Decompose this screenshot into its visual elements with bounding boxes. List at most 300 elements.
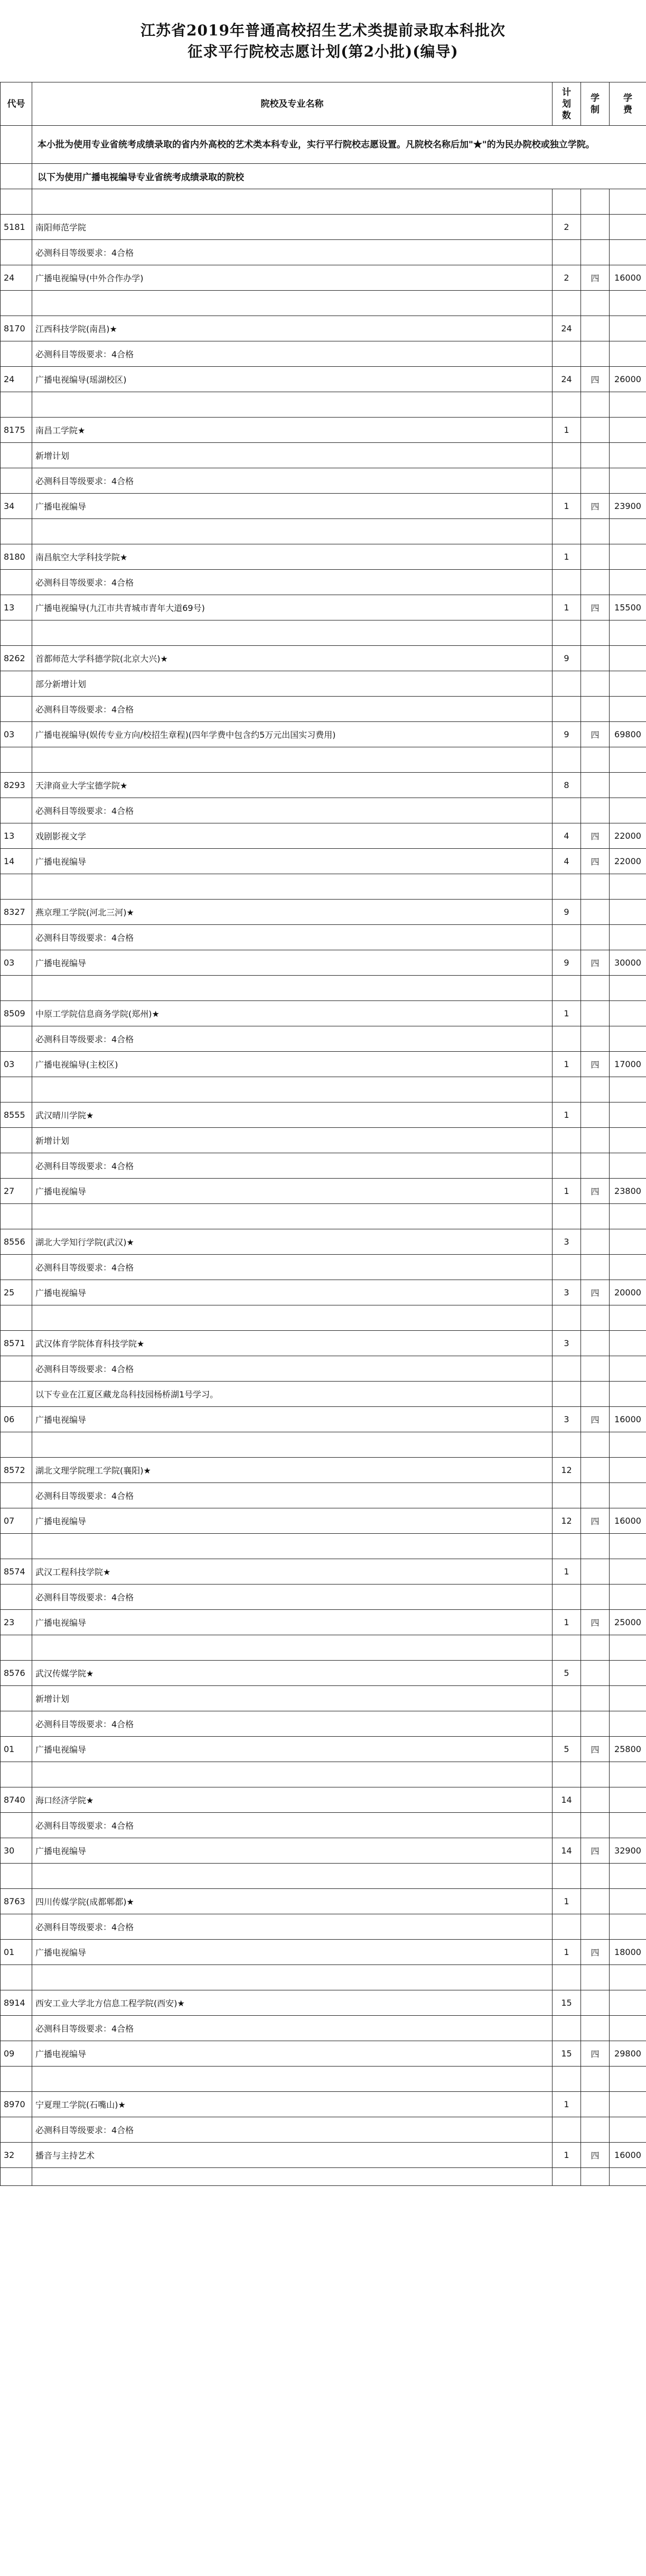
cell-name: 宁夏理工学院(石嘴山)★ — [32, 2092, 553, 2117]
cell-plan: 1 — [553, 1610, 581, 1635]
cell-years — [581, 468, 610, 494]
cell-code — [1, 925, 32, 950]
cell-plan: 12 — [553, 1508, 581, 1534]
cell-plan: 9 — [553, 900, 581, 925]
cell-fee — [610, 1711, 646, 1737]
cell-years — [581, 341, 610, 367]
cell-plan: 1 — [553, 494, 581, 519]
cell-code: 8914 — [1, 1990, 32, 2016]
cell-code — [1, 1686, 32, 1711]
spacer-row — [1, 392, 646, 418]
spacer-row — [1, 1077, 646, 1102]
cell-plan: 1 — [553, 1179, 581, 1204]
cell-name: 必测科目等级要求：4合格 — [32, 468, 553, 494]
spacer-row — [1, 519, 646, 544]
cell-plan — [553, 1914, 581, 1940]
major-row — [1, 2143, 646, 2168]
cell-name: 中原工学院信息商务学院(郑州)★ — [32, 1001, 553, 1026]
cell-plan: 1 — [553, 418, 581, 443]
cell-name: 必测科目等级要求：4合格 — [32, 925, 553, 950]
requirement-row — [1, 671, 646, 697]
cell-plan — [553, 1026, 581, 1052]
cell-name — [32, 747, 553, 773]
cell-name — [32, 291, 553, 316]
major-row — [1, 1838, 646, 1864]
cell-code — [1, 671, 32, 697]
spacer-row — [1, 1204, 646, 1229]
cell-code — [1, 189, 32, 215]
school-row — [1, 900, 646, 925]
cell-fee — [610, 1813, 646, 1838]
major-row — [1, 367, 646, 392]
cell-code: 8556 — [1, 1229, 32, 1255]
school-row — [1, 544, 646, 570]
cell-years — [581, 925, 610, 950]
school-row — [1, 316, 646, 341]
cell-name: 广播电视编导 — [32, 1838, 553, 1864]
cell-plan — [553, 570, 581, 595]
cell-name: 必测科目等级要求：4合格 — [32, 1153, 553, 1179]
cell-plan — [553, 468, 581, 494]
cell-years: 四 — [581, 367, 610, 392]
cell-years — [581, 392, 610, 418]
cell-fee — [610, 671, 646, 697]
cell-years — [581, 1356, 610, 1382]
cell-name: 南阳师范学院 — [32, 215, 553, 240]
cell-plan: 1 — [553, 1001, 581, 1026]
cell-plan: 1 — [553, 1559, 581, 1584]
cell-name: 以下专业在江夏区藏龙岛科技园杨桥湖1号学习。 — [32, 1382, 553, 1407]
cell-years: 四 — [581, 1280, 610, 1305]
cell-plan — [553, 1584, 581, 1610]
cell-code — [1, 874, 32, 900]
cell-plan: 4 — [553, 849, 581, 874]
cell-plan — [553, 925, 581, 950]
cell-fee — [610, 1584, 646, 1610]
cell-name — [32, 1635, 553, 1661]
header-plan: 计 划 数 — [553, 82, 581, 126]
cell-years — [581, 1128, 610, 1153]
cell-fee — [610, 189, 646, 215]
cell-years: 四 — [581, 1407, 610, 1432]
cell-plan: 1 — [553, 1102, 581, 1128]
cell-code: 03 — [1, 1052, 32, 1077]
cell-plan — [553, 697, 581, 722]
cell-years — [581, 1255, 610, 1280]
requirement-row — [1, 1483, 646, 1508]
cell-plan — [553, 1483, 581, 1508]
cell-code: 5181 — [1, 215, 32, 240]
cell-plan — [553, 443, 581, 468]
cell-plan: 2 — [553, 215, 581, 240]
spacer-row — [1, 189, 646, 215]
cell-years — [581, 1204, 610, 1229]
cell-name: 广播电视编导 — [32, 494, 553, 519]
cell-name: 南昌航空大学科技学院★ — [32, 544, 553, 570]
cell-years — [581, 1229, 610, 1255]
cell-years — [581, 1661, 610, 1686]
cell-years: 四 — [581, 1737, 610, 1762]
cell-name: 必测科目等级要求：4合格 — [32, 697, 553, 722]
cell-fee — [610, 1001, 646, 1026]
cell-plan — [553, 1255, 581, 1280]
cell-years: 四 — [581, 2143, 610, 2168]
requirement-row — [1, 1813, 646, 1838]
cell-years — [581, 570, 610, 595]
cell-fee — [610, 1914, 646, 1940]
cell-plan: 1 — [553, 2092, 581, 2117]
cell-years — [581, 671, 610, 697]
cell-fee: 30000 — [610, 950, 646, 976]
cell-code: 8170 — [1, 316, 32, 341]
cell-code — [1, 1077, 32, 1102]
cell-code — [1, 747, 32, 773]
cell-plan: 5 — [553, 1661, 581, 1686]
cell-code: 8740 — [1, 1787, 32, 1813]
cell-code: 32 — [1, 2143, 32, 2168]
cell-name: 广播电视编导 — [32, 1179, 553, 1204]
cell-years — [581, 240, 610, 265]
cell-fee: 23900 — [610, 494, 646, 519]
cell-plan — [553, 240, 581, 265]
cell-name — [32, 976, 553, 1001]
cell-plan — [553, 1432, 581, 1458]
major-row — [1, 265, 646, 291]
cell-years — [581, 215, 610, 240]
cell-fee: 32900 — [610, 1838, 646, 1864]
cell-fee: 69800 — [610, 722, 646, 747]
cell-fee — [610, 215, 646, 240]
cell-fee — [610, 443, 646, 468]
cell-fee — [610, 341, 646, 367]
requirement-row — [1, 443, 646, 468]
spacer-row — [1, 747, 646, 773]
school-row — [1, 1331, 646, 1356]
cell-name — [32, 2168, 553, 2186]
cell-plan: 1 — [553, 595, 581, 620]
cell-code — [1, 240, 32, 265]
cell-plan: 12 — [553, 1458, 581, 1483]
cell-name: 戏剧影视文学 — [32, 823, 553, 849]
requirement-row — [1, 1153, 646, 1179]
cell-years — [581, 1762, 610, 1787]
major-row — [1, 1407, 646, 1432]
cell-plan — [553, 1305, 581, 1331]
cell-years: 四 — [581, 950, 610, 976]
cell-years — [581, 1965, 610, 1990]
cell-plan: 1 — [553, 2143, 581, 2168]
major-row — [1, 1610, 646, 1635]
cell-plan — [553, 1813, 581, 1838]
cell-years: 四 — [581, 494, 610, 519]
requirement-row — [1, 925, 646, 950]
header-years: 学 制 — [581, 82, 610, 126]
header-row — [1, 82, 646, 126]
requirement-row — [1, 570, 646, 595]
school-row — [1, 646, 646, 671]
cell-fee — [610, 1356, 646, 1382]
cell-plan — [553, 874, 581, 900]
cell-name — [32, 2067, 553, 2092]
cell-code: 25 — [1, 1280, 32, 1305]
cell-fee — [610, 1153, 646, 1179]
cell-code — [1, 291, 32, 316]
cell-code: 07 — [1, 1508, 32, 1534]
cell-fee — [610, 2092, 646, 2117]
cell-fee — [610, 519, 646, 544]
requirement-row — [1, 2016, 646, 2041]
cell-plan — [553, 671, 581, 697]
cell-fee — [610, 976, 646, 1001]
cell-fee — [610, 1128, 646, 1153]
cell-name: 武汉体育学院体育科技学院★ — [32, 1331, 553, 1356]
cell-code — [1, 468, 32, 494]
school-row — [1, 1889, 646, 1914]
cell-code — [1, 519, 32, 544]
cell-name: 广播电视编导 — [32, 1407, 553, 1432]
cell-plan: 4 — [553, 823, 581, 849]
cell-fee — [610, 900, 646, 925]
cell-fee: 16000 — [610, 1508, 646, 1534]
cell-code: 13 — [1, 595, 32, 620]
cell-plan — [553, 1153, 581, 1179]
major-row — [1, 1052, 646, 1077]
cell-name: 必测科目等级要求：4合格 — [32, 1914, 553, 1940]
cell-fee: 23800 — [610, 1179, 646, 1204]
cell-years — [581, 1686, 610, 1711]
cell-fee: 17000 — [610, 1052, 646, 1077]
cell-name: 新增计划 — [32, 1686, 553, 1711]
cell-name: 部分新增计划 — [32, 671, 553, 697]
cell-fee — [610, 1534, 646, 1559]
cell-fee: 29800 — [610, 2041, 646, 2067]
cell-code: 03 — [1, 722, 32, 747]
plan-table — [0, 82, 646, 2186]
cell-years — [581, 1990, 610, 2016]
cell-years — [581, 1458, 610, 1483]
cell-plan: 14 — [553, 1787, 581, 1813]
cell-fee — [610, 544, 646, 570]
cell-years: 四 — [581, 1610, 610, 1635]
requirement-row — [1, 1914, 646, 1940]
cell-code: 24 — [1, 367, 32, 392]
cell-fee — [610, 1787, 646, 1813]
cell-code — [1, 443, 32, 468]
cell-code — [1, 620, 32, 646]
cell-years — [581, 2067, 610, 2092]
cell-plan — [553, 798, 581, 823]
cell-plan: 2 — [553, 265, 581, 291]
cell-code: 8576 — [1, 1661, 32, 1686]
cell-years — [581, 1711, 610, 1737]
cell-fee: 25800 — [610, 1737, 646, 1762]
cell-plan: 24 — [553, 367, 581, 392]
cell-name — [32, 1432, 553, 1458]
cell-fee: 25000 — [610, 1610, 646, 1635]
cell-fee — [610, 2168, 646, 2186]
cell-plan — [553, 1762, 581, 1787]
cell-name — [32, 1864, 553, 1889]
cell-fee — [610, 1458, 646, 1483]
cell-fee — [610, 2016, 646, 2041]
cell-plan — [553, 2168, 581, 2186]
cell-plan: 9 — [553, 950, 581, 976]
title-line-1: 江苏省2019年普通高校招生艺术类提前录取本科批次 — [141, 22, 505, 39]
cell-name: 西安工业大学北方信息工程学院(西安)★ — [32, 1990, 553, 2016]
cell-years — [581, 1635, 610, 1661]
subnote-row — [1, 164, 646, 189]
cell-code: 09 — [1, 2041, 32, 2067]
cell-years: 四 — [581, 595, 610, 620]
cell-fee — [610, 392, 646, 418]
spacer-row — [1, 1965, 646, 1990]
cell-years — [581, 1914, 610, 1940]
cell-code — [1, 1635, 32, 1661]
cell-code: 14 — [1, 849, 32, 874]
cell-years: 四 — [581, 823, 610, 849]
cell-code — [1, 1711, 32, 1737]
cell-years: 四 — [581, 722, 610, 747]
cell-fee — [610, 468, 646, 494]
cell-plan — [553, 2067, 581, 2092]
cell-code — [1, 392, 32, 418]
cell-years — [581, 697, 610, 722]
cell-name: 广播电视编导 — [32, 1940, 553, 1965]
cell-years: 四 — [581, 265, 610, 291]
major-row — [1, 1737, 646, 1762]
cell-years — [581, 1305, 610, 1331]
cell-plan — [553, 392, 581, 418]
cell-plan — [553, 1382, 581, 1407]
school-row — [1, 1458, 646, 1483]
cell-years — [581, 1813, 610, 1838]
cell-code — [1, 798, 32, 823]
spacer-row — [1, 976, 646, 1001]
school-row — [1, 1229, 646, 1255]
cell-name: 湖北大学知行学院(武汉)★ — [32, 1229, 553, 1255]
cell-plan — [553, 291, 581, 316]
cell-fee — [610, 1331, 646, 1356]
cell-plan — [553, 2117, 581, 2143]
cell-code: 8262 — [1, 646, 32, 671]
cell-code — [1, 2117, 32, 2143]
cell-plan: 8 — [553, 773, 581, 798]
major-row — [1, 1280, 646, 1305]
cell-plan: 15 — [553, 2041, 581, 2067]
cell-code: 34 — [1, 494, 32, 519]
cell-code — [1, 570, 32, 595]
cell-code — [1, 1432, 32, 1458]
cell-plan — [553, 1711, 581, 1737]
requirement-row — [1, 468, 646, 494]
cell-name: 必测科目等级要求：4合格 — [32, 1483, 553, 1508]
cell-name: 广播电视编导 — [32, 2041, 553, 2067]
major-row — [1, 494, 646, 519]
cell-plan — [553, 1864, 581, 1889]
major-row — [1, 823, 646, 849]
school-row — [1, 1661, 646, 1686]
school-row — [1, 1102, 646, 1128]
school-row — [1, 1001, 646, 1026]
cell-name — [32, 874, 553, 900]
cell-name: 必测科目等级要求：4合格 — [32, 1356, 553, 1382]
cell-fee — [610, 1965, 646, 1990]
school-row — [1, 418, 646, 443]
cell-name: 播音与主持艺术 — [32, 2143, 553, 2168]
cell-fee: 22000 — [610, 823, 646, 849]
cell-fee — [610, 1483, 646, 1508]
cell-name: 南昌工学院★ — [32, 418, 553, 443]
cell-fee — [610, 874, 646, 900]
cell-years — [581, 747, 610, 773]
subnote-text: 以下为使用广播电视编导专业省统考成绩录取的院校 — [32, 164, 646, 189]
cell-plan — [553, 1686, 581, 1711]
requirement-row — [1, 1356, 646, 1382]
requirement-row — [1, 341, 646, 367]
cell-name: 广播电视编导 — [32, 950, 553, 976]
cell-plan — [553, 747, 581, 773]
cell-code: 13 — [1, 823, 32, 849]
school-row — [1, 2092, 646, 2117]
cell-plan — [553, 1128, 581, 1153]
cell-code: 03 — [1, 950, 32, 976]
cell-fee: 16000 — [610, 2143, 646, 2168]
cell-name: 湖北文理学院理工学院(襄阳)★ — [32, 1458, 553, 1483]
cell-years: 四 — [581, 1179, 610, 1204]
cell-code — [1, 1584, 32, 1610]
spacer-row — [1, 1432, 646, 1458]
cell-name: 必测科目等级要求：4合格 — [32, 570, 553, 595]
cell-name — [32, 189, 553, 215]
cell-code: 23 — [1, 1610, 32, 1635]
cell-plan: 9 — [553, 722, 581, 747]
cell-name: 必测科目等级要求：4合格 — [32, 2016, 553, 2041]
cell-years: 四 — [581, 1940, 610, 1965]
cell-name: 必测科目等级要求：4合格 — [32, 798, 553, 823]
cell-code: 8175 — [1, 418, 32, 443]
cell-name: 燕京理工学院(河北三河)★ — [32, 900, 553, 925]
cell-code: 8970 — [1, 2092, 32, 2117]
cell-code: 8509 — [1, 1001, 32, 1026]
cell-code — [1, 1813, 32, 1838]
cell-fee — [610, 1102, 646, 1128]
requirement-row — [1, 1382, 646, 1407]
cell-code: 01 — [1, 1940, 32, 1965]
spacer-row — [1, 291, 646, 316]
cell-fee — [610, 1026, 646, 1052]
requirement-row — [1, 240, 646, 265]
school-row — [1, 1559, 646, 1584]
cell-name: 新增计划 — [32, 1128, 553, 1153]
cell-fee — [610, 925, 646, 950]
cell-code: 24 — [1, 265, 32, 291]
school-row — [1, 215, 646, 240]
cell-fee: 16000 — [610, 1407, 646, 1432]
cell-name: 新增计划 — [32, 443, 553, 468]
cell-fee — [610, 2067, 646, 2092]
cell-plan: 1 — [553, 544, 581, 570]
cell-name: 江西科技学院(南昌)★ — [32, 316, 553, 341]
cell-name — [32, 1762, 553, 1787]
cell-fee — [610, 747, 646, 773]
cell-years — [581, 1382, 610, 1407]
spacer-row — [1, 1762, 646, 1787]
cell-plan — [553, 976, 581, 1001]
cell-years: 四 — [581, 1052, 610, 1077]
cell-code — [1, 2067, 32, 2092]
major-row — [1, 2041, 646, 2067]
cell-fee — [610, 697, 646, 722]
